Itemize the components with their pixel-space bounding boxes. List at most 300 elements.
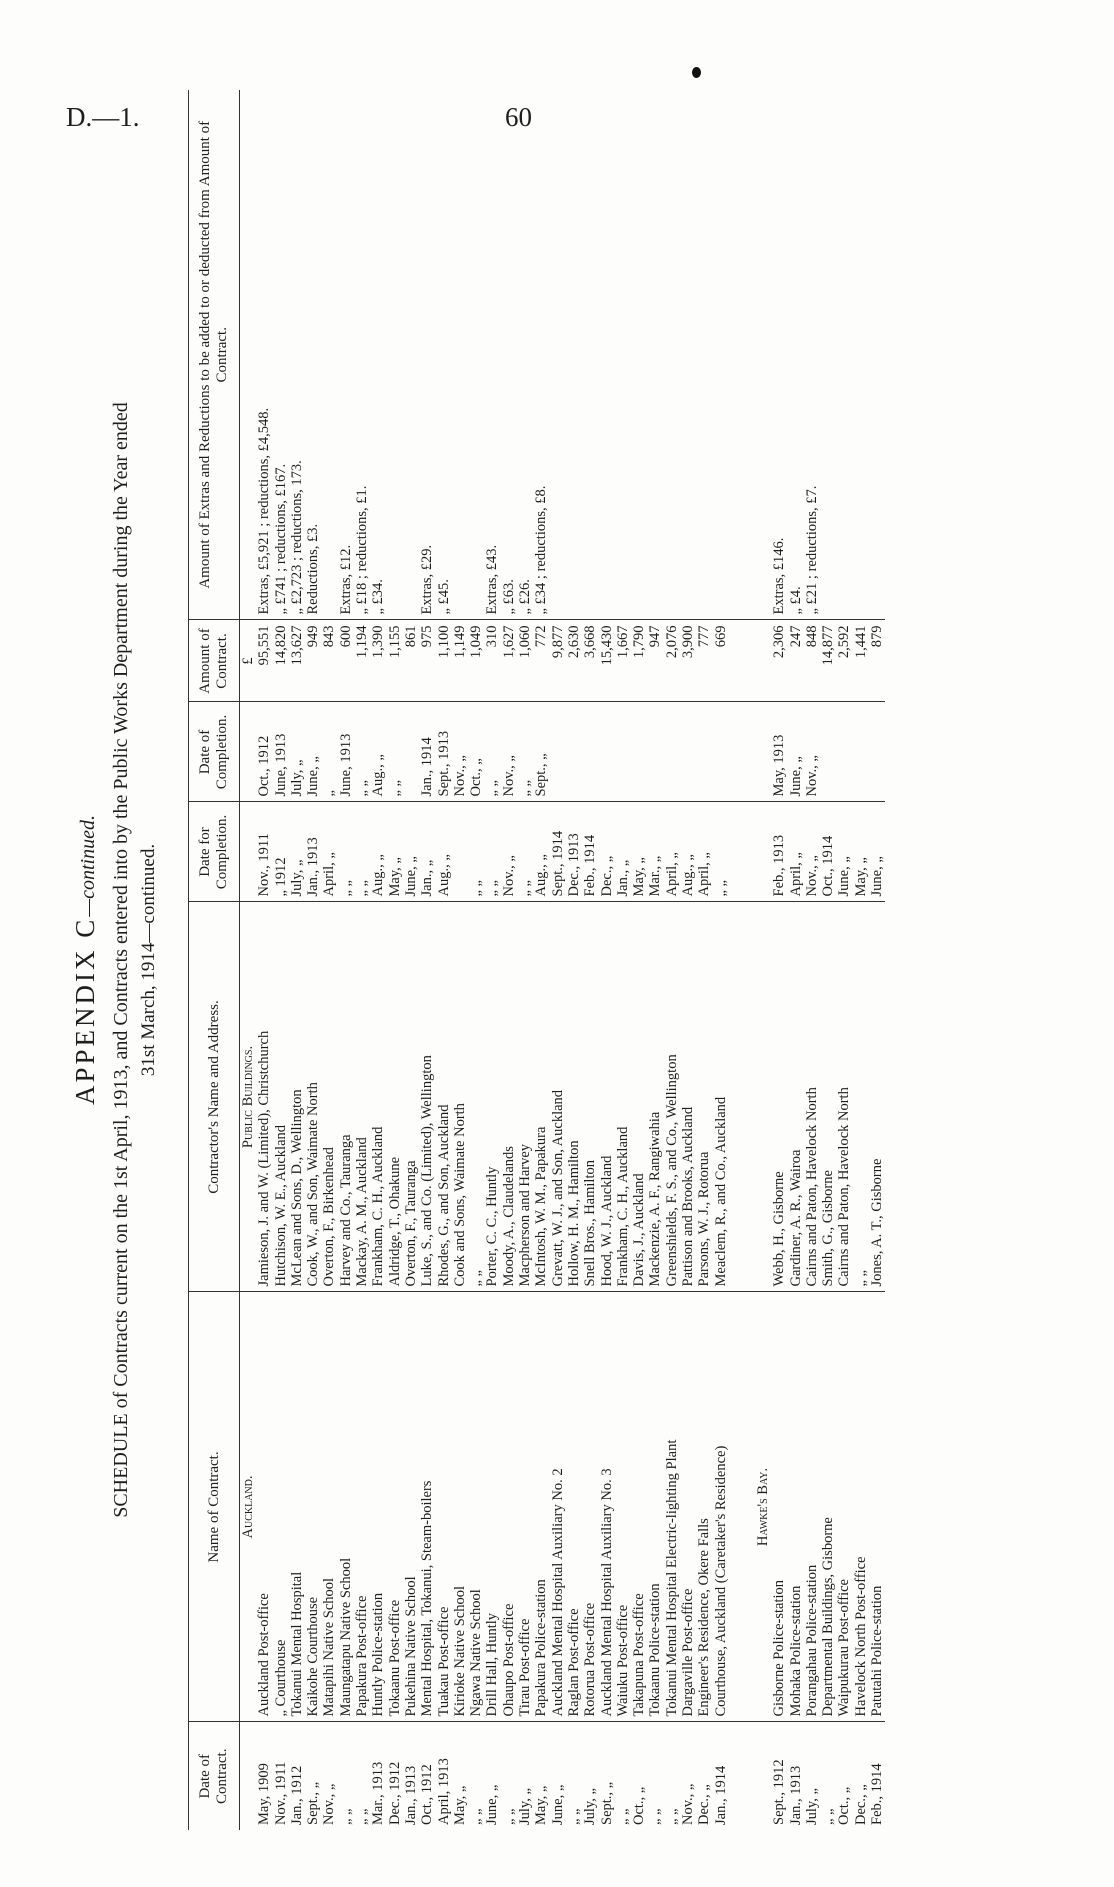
contractor-name: Smith, G., Gisborne — [820, 902, 836, 1292]
date-of-completion — [836, 702, 852, 802]
contract-amount: 247 — [788, 620, 804, 702]
contract-amount: 15,430 — [599, 620, 615, 702]
extras-reductions — [713, 90, 729, 620]
date-of-completion — [631, 702, 647, 802]
table-row — [484, 90, 500, 1830]
date-for-completion: „ „ — [338, 802, 354, 902]
extras-reductions: „ £34. — [370, 90, 386, 620]
date-for-completion: May, „ — [387, 802, 403, 902]
section-heading-row — [240, 90, 257, 1830]
date-of-completion: Oct., 1912 — [256, 702, 272, 802]
extras-reductions: Extras, £5,921 ; reductions, £4,548. — [256, 90, 272, 620]
contract-name: Pukehina Native School — [403, 1292, 419, 1722]
date-of-completion — [664, 702, 680, 802]
contractor-name: Grevatt, W. J., and Son, Auckland — [550, 902, 566, 1292]
table-row — [436, 90, 452, 1830]
contractor-name: Macpherson and Harvey — [517, 902, 533, 1292]
contract-amount: 947 — [647, 620, 663, 702]
contractor-name: Frankham, C. H., Auckland — [370, 902, 386, 1292]
table-row — [419, 90, 435, 1830]
date-of-contract: „ „ — [354, 1808, 371, 1825]
table-row — [566, 90, 582, 1830]
contract-amount: 879 — [869, 620, 885, 702]
contract-amount: 310 — [484, 620, 500, 702]
date-of-contract: Jan., 1914 — [712, 1765, 729, 1825]
extras-reductions — [647, 90, 663, 620]
table-row — [403, 90, 419, 1830]
contract-name: Tirau Post-office — [517, 1292, 533, 1722]
date-of-contract: Dec., 1912 — [386, 1761, 403, 1825]
contractor-name: Overton, F., Birkenhead — [321, 902, 337, 1292]
contract-amount: 14,820 — [273, 620, 289, 702]
contract-amount: 2,630 — [566, 620, 582, 702]
date-of-completion: „ „ — [354, 702, 370, 802]
date-of-contract: „ „ — [565, 1808, 582, 1825]
contractor-name: Cairns and Paton, Havelock North — [804, 902, 820, 1292]
table-row — [582, 90, 598, 1830]
extras-reductions — [387, 90, 403, 620]
contract-name: Ngawa Native School — [468, 1292, 484, 1722]
date-for-completion: April, „ — [696, 802, 712, 902]
contracts-table — [188, 90, 885, 1830]
table-row — [599, 90, 615, 1830]
ink-mark — [692, 67, 701, 78]
extras-reductions — [820, 90, 836, 620]
date-of-completion — [566, 702, 582, 802]
contract-amount: 3,900 — [680, 620, 696, 702]
date-for-completion: Sept., 1914 — [550, 802, 566, 902]
date-of-completion: „ „ — [484, 702, 500, 802]
contract-amount: 1,155 — [387, 620, 403, 702]
table-row — [631, 90, 647, 1830]
date-for-completion: Dec., „ — [599, 802, 615, 902]
date-of-completion: „ — [321, 702, 337, 802]
date-of-completion — [853, 702, 869, 802]
extras-reductions: Extras, £43. — [484, 90, 500, 620]
contractor-name: McIntosh, W. M., Papakura — [533, 902, 549, 1292]
extras-reductions: „ £45. — [436, 90, 452, 620]
date-of-contract: Feb., 1914 — [868, 1763, 885, 1825]
page-number: 60 — [505, 102, 532, 132]
extras-reductions — [869, 90, 885, 620]
date-for-completion: „ 1912 — [273, 802, 289, 902]
section-heading-row — [755, 90, 771, 1830]
document-code: D.—1. — [66, 102, 140, 132]
table-row — [647, 90, 663, 1830]
date-of-completion: July, „ — [289, 702, 305, 802]
date-for-completion: Aug., „ — [370, 802, 386, 902]
contract-name: Auckland Mental Hospital Auxiliary No. 3 — [599, 1292, 615, 1722]
contract-name: Tokanui Mental Hospital Electric-lighting Plant — [664, 1292, 680, 1722]
date-of-completion — [403, 702, 419, 802]
extras-reductions — [468, 90, 484, 620]
col-date-of-completion: Date of Completion. — [189, 702, 240, 802]
date-for-completion: Mar., „ — [647, 802, 663, 902]
date-of-contract: „ „ — [663, 1808, 680, 1825]
extras-reductions — [696, 90, 712, 620]
date-of-contract: Sept., „ — [305, 1781, 322, 1825]
date-of-completion: „ „ — [387, 702, 403, 802]
date-of-contract: „ „ — [647, 1808, 664, 1825]
contractor-name: Jones, A. T., Gisborne — [869, 902, 885, 1292]
col-date-of-contract: Date of Contract. — [189, 1722, 240, 1830]
date-of-completion — [820, 702, 836, 802]
rotated-schedule-page — [70, 90, 1070, 1830]
contract-amount: 13,627 — [289, 620, 305, 702]
contractor-name: Gardiner, A. R., Wairoa — [788, 902, 804, 1292]
date-of-contract: „ „ — [820, 1808, 837, 1825]
date-of-completion: May, 1913 — [771, 702, 787, 802]
extras-reductions: „ £4. — [788, 90, 804, 620]
date-for-completion: Feb., 1914 — [582, 802, 598, 902]
pound-sign: £ — [240, 620, 257, 702]
date-of-completion: June, 1913 — [338, 702, 354, 802]
contract-name: Tuakau Post-office — [436, 1292, 452, 1722]
section-public-buildings: Public Buildings. — [240, 902, 257, 1292]
contract-name: Patutahi Police-station — [869, 1292, 885, 1722]
contractor-name: Harvey and Co., Tauranga — [338, 902, 354, 1292]
contract-name: Gisborne Police-station — [771, 1292, 787, 1722]
contractor-name: Hollow, H. M., Hamilton — [566, 902, 582, 1292]
contract-name: Auckland Post-office — [256, 1292, 272, 1722]
date-of-completion — [550, 702, 566, 802]
contract-name: Courthouse, Auckland (Caretaker's Residence) — [713, 1292, 729, 1722]
date-of-completion — [647, 702, 663, 802]
contract-amount: 1,627 — [501, 620, 517, 702]
contractor-name: „ „ — [853, 902, 869, 1292]
contractor-name: Snell Bros., Hamilton — [582, 902, 598, 1292]
contract-name: Tokaanu Police-station — [647, 1292, 663, 1722]
contract-amount: 1,149 — [452, 620, 468, 702]
col-contractor: Contractor's Name and Address. — [189, 902, 240, 1292]
date-for-completion: April, „ — [788, 802, 804, 902]
contract-name: Havelock North Post-office — [853, 1292, 869, 1722]
contract-name: Raglan Post-office — [566, 1292, 582, 1722]
contract-name: Departmental Buildings, Gisborne — [820, 1292, 836, 1722]
date-of-contract: Nov., „ — [680, 1783, 697, 1825]
table-row — [804, 90, 820, 1830]
date-for-completion: June, „ — [403, 802, 419, 902]
table-row — [615, 90, 631, 1830]
date-of-completion: June, „ — [788, 702, 804, 802]
section-hawkes-bay: Hawke's Bay. — [755, 1292, 771, 1722]
extras-reductions: „ £34 ; reductions, £8. — [533, 90, 549, 620]
contractor-name: Frankham, C. H., Auckland — [615, 902, 631, 1292]
date-for-completion: Dec., 1913 — [566, 802, 582, 902]
contractor-name: Jamieson, J. and W. (Limited), Christchurch — [256, 902, 272, 1292]
col-amount: Amount of Contract. — [189, 620, 240, 702]
date-of-contract: Mar., 1913 — [370, 1761, 387, 1825]
extras-reductions: Extras, £29. — [419, 90, 435, 620]
extras-reductions: „ £2,723 ; reductions, 173. — [289, 90, 305, 620]
date-for-completion: Jan., „ — [615, 802, 631, 902]
contractor-name: McLean and Sons, D., Wellington — [289, 902, 305, 1292]
date-of-contract: Jan., 1913 — [402, 1765, 419, 1825]
date-for-completion: April, „ — [664, 802, 680, 902]
date-of-contract: Jan., 1912 — [288, 1765, 305, 1825]
contract-amount: 843 — [321, 620, 337, 702]
date-of-contract: July, „ — [517, 1788, 534, 1825]
contract-amount: 1,049 — [468, 620, 484, 702]
contractor-name: Hood, W. J., Auckland — [599, 902, 615, 1292]
date-of-contract: „ „ — [337, 1808, 354, 1825]
table-row — [289, 90, 305, 1830]
date-of-contract: Nov., „ — [321, 1783, 338, 1825]
table-row — [771, 90, 787, 1830]
contract-amount: 95,551 — [256, 620, 272, 702]
extras-reductions — [566, 90, 582, 620]
extras-reductions: Extras, £146. — [771, 90, 787, 620]
contractor-name: Greenshields, F. S., and Co., Wellington — [664, 902, 680, 1292]
schedule-title: SCHEDULE of Contracts current on the 1st April, 1913, and Contracts entered into by the Public Works Department during the Year ended — [110, 402, 132, 1518]
contractor-name: Cook and Sons, Waimate North — [452, 902, 468, 1292]
contractor-name: Porter, C. C., Huntly — [484, 902, 500, 1292]
table-body — [240, 90, 886, 1830]
date-of-completion: Oct., „ — [468, 702, 484, 802]
contract-amount: 1,390 — [370, 620, 386, 702]
date-for-completion: Nov., „ — [501, 802, 517, 902]
date-for-completion — [452, 802, 468, 902]
contractor-name: Hutchison, W. E., Auckland — [273, 902, 289, 1292]
date-for-completion: „ „ — [468, 802, 484, 902]
contract-name: Tokaanu Post-office — [387, 1292, 403, 1722]
contractor-name: Overton, F., Tauranga — [403, 902, 419, 1292]
date-of-completion — [599, 702, 615, 802]
contract-name: Porangahau Police-station — [804, 1292, 820, 1722]
extras-reductions — [853, 90, 869, 620]
contract-amount: 2,076 — [664, 620, 680, 702]
date-for-completion: May, „ — [853, 802, 869, 902]
contract-amount: 3,668 — [582, 620, 598, 702]
date-of-contract: Oct., „ — [631, 1786, 648, 1825]
table-row — [273, 90, 289, 1830]
extras-reductions — [321, 90, 337, 620]
date-for-completion: June, „ — [836, 802, 852, 902]
date-of-completion: June, 1913 — [273, 702, 289, 802]
table-row — [664, 90, 680, 1830]
contract-name: Rotorua Post-office — [582, 1292, 598, 1722]
date-of-completion: „ „ — [517, 702, 533, 802]
contractor-name: Meaclem, R., and Co., Auckland — [713, 902, 729, 1292]
date-for-completion: „ „ — [517, 802, 533, 902]
contractor-name: Aldridge, T., Ohakune — [387, 902, 403, 1292]
date-for-completion: „ „ — [713, 802, 729, 902]
extras-reductions — [452, 90, 468, 620]
table-row — [869, 90, 885, 1830]
contractor-name: „ „ — [468, 902, 484, 1292]
contract-name: Matapihi Native School — [321, 1292, 337, 1722]
table-row — [820, 90, 836, 1830]
date-for-completion: Feb., 1913 — [771, 802, 787, 902]
table-header-row — [189, 90, 240, 1830]
extras-reductions: „ £21 ; reductions, £7. — [804, 90, 820, 620]
contract-amount: 848 — [804, 620, 820, 702]
spacer-row — [729, 90, 755, 1830]
extras-reductions: „ £741 ; reductions, £167. — [273, 90, 289, 620]
table-row — [468, 90, 484, 1830]
contract-amount: 600 — [338, 620, 354, 702]
extras-reductions — [680, 90, 696, 620]
date-for-completion: July, „ — [289, 802, 305, 902]
date-of-contract: Nov., 1911 — [272, 1761, 289, 1825]
date-of-contract: May, 1909 — [256, 1763, 273, 1825]
extras-reductions: „ £63. — [501, 90, 517, 620]
date-for-completion: Oct., 1914 — [820, 802, 836, 902]
contract-amount: 1,060 — [517, 620, 533, 702]
contractor-name: Cook, W., and Son, Waimate North — [305, 902, 321, 1292]
contract-amount: 2,306 — [771, 620, 787, 702]
contract-name: Papakura Post-office — [354, 1292, 370, 1722]
date-of-completion: Aug., „ — [370, 702, 386, 802]
contract-name: Waiuku Post-office — [615, 1292, 631, 1722]
contract-name: Ohaupo Post-office — [501, 1292, 517, 1722]
contract-name: Takapuna Post-office — [631, 1292, 647, 1722]
date-of-contract: „ „ — [468, 1808, 485, 1825]
date-for-completion: June, „ — [869, 802, 885, 902]
schedule-title-line2: 31st March, 1914—continued. — [138, 843, 159, 1077]
contract-amount: 9,877 — [550, 620, 566, 702]
date-for-completion: „ „ — [484, 802, 500, 902]
date-of-contract: Oct., 1912 — [419, 1764, 436, 1825]
contract-name: Kaikohe Courthouse — [305, 1292, 321, 1722]
table-row — [680, 90, 696, 1830]
date-of-contract: „ „ — [614, 1808, 631, 1825]
contract-amount: 1,790 — [631, 620, 647, 702]
date-of-completion: Nov., „ — [501, 702, 517, 802]
date-of-contract: July, „ — [582, 1788, 599, 1825]
contractor-name: Pattison and Brooks, Auckland — [680, 902, 696, 1292]
contract-amount: 949 — [305, 620, 321, 702]
contractor-name: Mackay, A. M., Auckland — [354, 902, 370, 1292]
table-row — [696, 90, 712, 1830]
col-name-of-contract: Name of Contract. — [189, 1292, 240, 1722]
date-for-completion: Aug., „ — [680, 802, 696, 902]
table-row — [321, 90, 337, 1830]
contract-name: Kirioke Native School — [452, 1292, 468, 1722]
table-row — [452, 90, 468, 1830]
contract-name: Maungatapu Native School — [338, 1292, 354, 1722]
table-row — [370, 90, 386, 1830]
date-of-completion — [680, 702, 696, 802]
table-row — [853, 90, 869, 1830]
contract-name: Drill Hall, Huntly — [484, 1292, 500, 1722]
contractor-name: Webb, H., Gisborne — [771, 902, 787, 1292]
date-for-completion: Jan., „ — [419, 802, 435, 902]
date-of-contract: July, „ — [803, 1788, 820, 1825]
col-extras: Amount of Extras and Reductions to be added to or deducted from Amount of Contract. — [189, 90, 240, 620]
contractor-name: Moody, A., Claudelands — [501, 902, 517, 1292]
date-of-contract: Oct., „ — [836, 1786, 853, 1825]
appendix-title: APPENDIX C — [70, 916, 100, 1105]
table-row — [501, 90, 517, 1830]
date-for-completion: May, „ — [631, 802, 647, 902]
date-of-contract: Jan., 1913 — [787, 1765, 804, 1825]
extras-reductions: Reductions, £3. — [305, 90, 321, 620]
contract-amount: 1,667 — [615, 620, 631, 702]
contractor-name: Parsons, W. J., Rotorua — [696, 902, 712, 1292]
appendix-suffix: —continued. — [77, 815, 99, 917]
contract-name: Engineer's Residence, Okere Falls — [696, 1292, 712, 1722]
contract-name: Auckland Mental Hospital Auxiliary No. 2 — [550, 1292, 566, 1722]
appendix-heading — [70, 90, 101, 1830]
contractor-name: Mackenzie, A. F., Rangiwahia — [647, 902, 663, 1292]
date-of-contract: April, 1913 — [435, 1758, 452, 1825]
date-for-completion: Nov., 1911 — [256, 802, 272, 902]
date-of-contract: Sept., 1912 — [771, 1759, 788, 1825]
table-row — [713, 90, 729, 1830]
extras-reductions — [664, 90, 680, 620]
date-for-completion: April, „ — [321, 802, 337, 902]
date-of-completion: Sept., „ — [533, 702, 549, 802]
contract-amount: 669 — [713, 620, 729, 702]
table-row — [256, 90, 272, 1830]
contractor-name: Davis, J., Auckland — [631, 902, 647, 1292]
contract-name: Huntly Police-station — [370, 1292, 386, 1722]
contract-name: Mohaka Police-station — [788, 1292, 804, 1722]
table-row — [387, 90, 403, 1830]
date-of-contract: Sept., „ — [598, 1781, 615, 1825]
date-of-completion: Sept., 1913 — [436, 702, 452, 802]
date-of-completion: June, „ — [305, 702, 321, 802]
date-for-completion: Aug., „ — [533, 802, 549, 902]
date-of-contract: June, „ — [484, 1784, 501, 1825]
contract-amount: 1,194 — [354, 620, 370, 702]
extras-reductions — [550, 90, 566, 620]
date-of-completion — [696, 702, 712, 802]
extras-reductions — [403, 90, 419, 620]
contract-name: Waipukurau Post-office — [836, 1292, 852, 1722]
contract-amount: 2,592 — [836, 620, 852, 702]
contract-amount: 777 — [696, 620, 712, 702]
date-for-completion: Nov., „ — [804, 802, 820, 902]
date-of-contract: May, „ — [451, 1785, 468, 1825]
date-for-completion: „ „ — [354, 802, 370, 902]
extras-reductions — [599, 90, 615, 620]
date-of-contract: Dec., „ — [852, 1784, 869, 1825]
contractor-name: Rhodes, G., and Son, Auckland — [436, 902, 452, 1292]
date-of-completion: Nov., „ — [452, 702, 468, 802]
table-row — [533, 90, 549, 1830]
date-of-completion — [869, 702, 885, 802]
date-for-completion: Aug., „ — [436, 802, 452, 902]
contract-amount: 1,441 — [853, 620, 869, 702]
table-row — [338, 90, 354, 1830]
section-auckland: Auckland. — [240, 1292, 257, 1722]
contract-amount: 14,877 — [820, 620, 836, 702]
contract-name: Papakura Police-station — [533, 1292, 549, 1722]
date-of-completion: Jan., 1914 — [419, 702, 435, 802]
contract-amount: 772 — [533, 620, 549, 702]
contract-name: Dargaville Post-office — [680, 1292, 696, 1722]
extras-reductions — [836, 90, 852, 620]
contract-name: Tokanui Mental Hospital — [289, 1292, 305, 1722]
contract-amount: 1,100 — [436, 620, 452, 702]
date-of-contract: „ „ — [500, 1808, 517, 1825]
date-of-completion — [713, 702, 729, 802]
contract-amount: 975 — [419, 620, 435, 702]
table-row — [788, 90, 804, 1830]
contract-name: „ Courthouse — [273, 1292, 289, 1722]
table-row — [517, 90, 533, 1830]
table-row — [354, 90, 370, 1830]
extras-reductions: „ £18 ; reductions, £1. — [354, 90, 370, 620]
contract-amount: 861 — [403, 620, 419, 702]
table-row — [836, 90, 852, 1830]
extras-reductions — [631, 90, 647, 620]
date-for-completion: Jan., 1913 — [305, 802, 321, 902]
date-of-contract: Dec., „ — [696, 1784, 713, 1825]
extras-reductions: Extras, £12. — [338, 90, 354, 620]
